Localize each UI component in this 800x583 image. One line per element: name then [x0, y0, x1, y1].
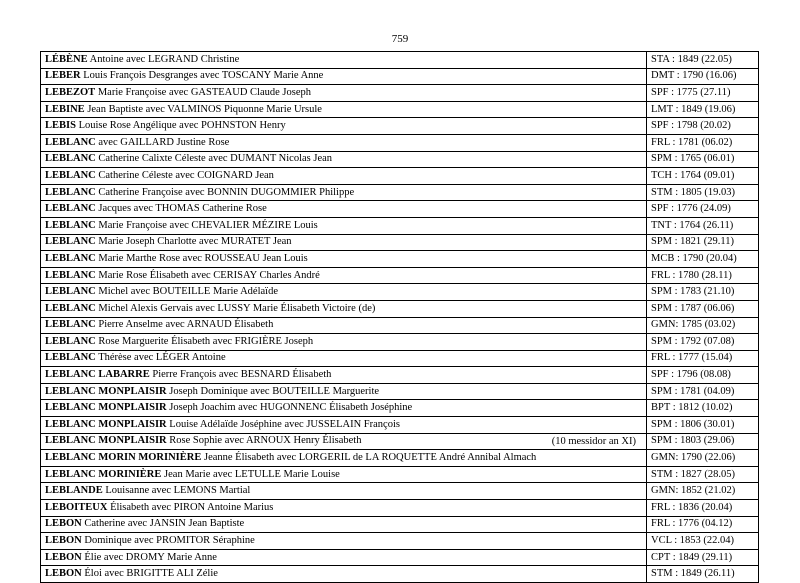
spouses-cell [41, 85, 647, 102]
spouses-cell [41, 300, 647, 317]
parish-date-cell: STM : 1849 (26.11) [647, 566, 759, 583]
table-row [41, 334, 759, 351]
surname: LEBLANC [45, 269, 96, 281]
spouses-cell [41, 334, 647, 351]
spouses-cell [41, 52, 647, 69]
surname: LEBLANC MONPLAISIR [45, 402, 167, 414]
spouse-details: Jacques avec THOMAS Catherine Rose [98, 203, 267, 215]
surname: LEBLANC [45, 169, 96, 181]
table-row [41, 68, 759, 85]
parish-date-cell: SPF : 1798 (20.02) [647, 118, 759, 135]
parish-date-cell: MCB : 1790 (20.04) [647, 251, 759, 268]
parish-date-cell: GMN: 1852 (21.02) [647, 483, 759, 500]
spouse-details: Catherine Calixte Céleste avec DUMANT Nicolas Jean [98, 153, 333, 165]
parish-date-cell: GMN: 1785 (03.02) [647, 317, 759, 334]
parish-date-cell: TCH : 1764 (09.01) [647, 168, 759, 185]
table-row [41, 134, 759, 151]
spouse-details: Marie Joseph Charlotte avec MURATET Jean [98, 236, 292, 248]
spouses-cell [41, 101, 647, 118]
spouses-cell [41, 383, 647, 400]
spouses-cell [41, 317, 647, 334]
surname: LEBLANC [45, 203, 96, 215]
marriage-registry-table [40, 51, 759, 583]
parish-date-cell: SPM : 1821 (29.11) [647, 234, 759, 251]
parish-date-cell: FRL : 1781 (06.02) [647, 134, 759, 151]
spouse-details: Louis François Desgranges avec TOSCANY Marie Anne [83, 70, 324, 82]
table-row [41, 350, 759, 367]
surname: LEBON [45, 518, 82, 530]
spouse-details: Marie Françoise avec GASTEAUD Claude Joseph [97, 86, 311, 98]
table-row [41, 400, 759, 417]
spouses-cell [41, 251, 647, 268]
spouses-cell [41, 267, 647, 284]
table-row [41, 466, 759, 483]
spouses-cell [41, 118, 647, 135]
spouses-cell [41, 500, 647, 517]
table-row [41, 383, 759, 400]
table-row [41, 168, 759, 185]
table-row [41, 151, 759, 168]
table-row [41, 500, 759, 517]
spouse-details: Jean Marie avec LETULLE Marie Louise [164, 468, 340, 480]
spouse-details: Antoine avec LEGRAND Christine [89, 53, 240, 65]
spouses-cell [41, 433, 647, 450]
parish-date-cell: SPM : 1765 (06.01) [647, 151, 759, 168]
parish-date-cell: DMT : 1790 (16.06) [647, 68, 759, 85]
surname: LEBLANC MONPLAISIR [45, 418, 167, 430]
spouse-details: Louise Adélaïde Joséphine avec JUSSELAIN François [169, 418, 400, 430]
parish-date-cell: STM : 1827 (28.05) [647, 466, 759, 483]
table-row [41, 483, 759, 500]
registry-body [41, 52, 759, 583]
table-row [41, 317, 759, 334]
spouse-details: Marie Rose Élisabeth avec CERISAY Charles André [98, 269, 320, 281]
surname: LEBEZOT [45, 86, 96, 98]
surname: LEBINE [45, 103, 85, 115]
spouse-details: Michel Alexis Gervais avec LUSSY Marie Élisabeth Victoire (de) [98, 302, 376, 314]
table-row [41, 417, 759, 434]
spouses-cell [41, 134, 647, 151]
table-row [41, 52, 759, 69]
table-row [41, 217, 759, 234]
surname: LEBLANC [45, 335, 96, 347]
spouse-details: Joseph Dominique avec BOUTEILLE Marguerite [169, 385, 380, 397]
spouse-details: Marie Marthe Rose avec ROUSSEAU Jean Louis [98, 252, 308, 264]
spouse-details: Joseph Joachim avec HUGONNENC Élisabeth Joséphine [169, 402, 413, 414]
parish-date-cell: SPM : 1781 (04.09) [647, 383, 759, 400]
parish-date-cell: CPT : 1849 (29.11) [647, 549, 759, 566]
parish-date-cell: SPM : 1792 (07.08) [647, 334, 759, 351]
spouse-details: Catherine avec JANSIN Jean Baptiste [84, 518, 245, 530]
table-row [41, 433, 759, 450]
parish-date-cell: VCL : 1853 (22.04) [647, 533, 759, 550]
table-row [41, 284, 759, 301]
surname: LEBLANC [45, 236, 96, 248]
surname: LEBLANC [45, 302, 96, 314]
spouses-cell [41, 284, 647, 301]
surname: LEBLANC [45, 252, 96, 264]
spouse-details: Rose Marguerite Élisabeth avec FRIGIÈRE Joseph [98, 335, 314, 347]
spouses-cell [41, 68, 647, 85]
page-number: 759 [391, 33, 409, 45]
parish-date-cell: FRL : 1776 (04.12) [647, 516, 759, 533]
spouses-cell [41, 367, 647, 384]
surname: LEBON [45, 551, 82, 563]
surname: LEBLANC MONPLAISIR [45, 435, 167, 447]
surname: LEBLANC MONPLAISIR [45, 385, 167, 397]
surname: LEBLANC [45, 352, 96, 364]
surname: LEBLANC MORINIÈRE [45, 468, 162, 480]
table-row [41, 234, 759, 251]
spouse-details: Dominique avec PROMITOR Séraphine [84, 535, 255, 547]
surname: LEBLANC [45, 186, 96, 198]
table-row [41, 516, 759, 533]
table-row [41, 251, 759, 268]
parish-date-cell: SPM : 1803 (29.06) [647, 433, 759, 450]
spouses-cell [41, 151, 647, 168]
spouse-details: Louise Rose Angélique avec POHNSTON Henry [78, 120, 286, 132]
table-row [41, 118, 759, 135]
surname: LEBLANC [45, 136, 96, 148]
spouses-cell [41, 168, 647, 185]
parish-date-cell: SPF : 1775 (27.11) [647, 85, 759, 102]
spouses-cell [41, 450, 647, 467]
spouse-details: Catherine Céleste avec COIGNARD Jean [98, 169, 274, 181]
table-row [41, 450, 759, 467]
parish-date-cell: SPF : 1796 (08.08) [647, 367, 759, 384]
surname: LEBOITEUX [45, 501, 108, 513]
spouse-details: Pierre François avec BESNARD Élisabeth [152, 369, 332, 381]
table-row [41, 566, 759, 583]
parish-date-cell: STM : 1805 (19.03) [647, 184, 759, 201]
parish-date-cell: BPT : 1812 (10.02) [647, 400, 759, 417]
spouse-details: Louisanne avec LEMONS Martial [105, 485, 251, 497]
spouse-details: Pierre Anselme avec ARNAUD Élisabeth [98, 319, 274, 331]
spouses-cell [41, 566, 647, 583]
surname: LEBLANC [45, 319, 96, 331]
table-row [41, 85, 759, 102]
spouses-cell [41, 483, 647, 500]
parish-date-cell: SPF : 1776 (24.09) [647, 201, 759, 218]
spouse-details: Élie avec DROMY Marie Anne [84, 551, 217, 563]
surname: LEBON [45, 535, 82, 547]
spouse-details: Jeanne Élisabeth avec LORGERIL de LA ROQUETTE André Annibal Almach [203, 452, 537, 464]
spouse-details: Michel avec BOUTEILLE Marie Adélaïde [98, 286, 278, 298]
parish-date-cell: LMT : 1849 (19.06) [647, 101, 759, 118]
republican-date-note: (10 messidor an XI) [551, 435, 636, 447]
table-row [41, 201, 759, 218]
surname: LEBIS [45, 120, 76, 132]
spouses-cell [41, 516, 647, 533]
table-row [41, 549, 759, 566]
spouses-cell [41, 217, 647, 234]
spouse-details: Thérèse avec LÉGER Antoine [98, 352, 226, 364]
table-row [41, 267, 759, 284]
spouse-details: Catherine Françoise avec BONNIN DUGOMMIER Philippe [98, 186, 355, 198]
spouses-cell [41, 417, 647, 434]
surname: LEBLANDE [45, 485, 103, 497]
spouses-cell [41, 184, 647, 201]
parish-date-cell: SPM : 1806 (30.01) [647, 417, 759, 434]
table-row [41, 184, 759, 201]
parish-date-cell: FRL : 1780 (28.11) [647, 267, 759, 284]
parish-date-cell: STA : 1849 (22.05) [647, 52, 759, 69]
spouse-details: Marie Françoise avec CHEVALIER MÉZIRE Louis [98, 219, 318, 231]
table-row [41, 300, 759, 317]
spouses-cell [41, 549, 647, 566]
spouse-details: Élisabeth avec PIRON Antoine Marius [110, 501, 274, 513]
parish-date-cell: FRL : 1836 (20.04) [647, 500, 759, 517]
parish-date-cell: FRL : 1777 (15.04) [647, 350, 759, 367]
spouses-cell [41, 466, 647, 483]
table-row [41, 367, 759, 384]
table-row [41, 533, 759, 550]
spouses-cell [41, 234, 647, 251]
spouse-details: Rose Sophie avec ARNOUX Henry Élisabeth [169, 435, 362, 447]
parish-date-cell: TNT : 1764 (26.11) [647, 217, 759, 234]
surname: LEBER [45, 70, 81, 82]
surname: LÉBÈNE [45, 53, 88, 65]
spouses-cell [41, 400, 647, 417]
spouses-cell [41, 533, 647, 550]
spouses-cell [41, 350, 647, 367]
surname: LEBLANC [45, 219, 96, 231]
surname: LEBLANC LABARRE [45, 369, 150, 381]
table-row [41, 101, 759, 118]
surname: LEBLANC [45, 153, 96, 165]
spouse-details: avec GAILLARD Justine Rose [98, 136, 230, 148]
surname: LEBON [45, 568, 82, 580]
parish-date-cell: GMN: 1790 (22.06) [647, 450, 759, 467]
spouse-details: Éloi avec BRIGITTE ALI Zélie [84, 568, 218, 580]
surname: LEBLANC [45, 286, 96, 298]
parish-date-cell: SPM : 1787 (06.06) [647, 300, 759, 317]
spouses-cell [41, 201, 647, 218]
surname: LEBLANC MORIN MORINIÈRE [45, 452, 202, 464]
parish-date-cell: SPM : 1783 (21.10) [647, 284, 759, 301]
spouse-details: Jean Baptiste avec VALMINOS Piquonne Marie Ursule [87, 103, 322, 115]
